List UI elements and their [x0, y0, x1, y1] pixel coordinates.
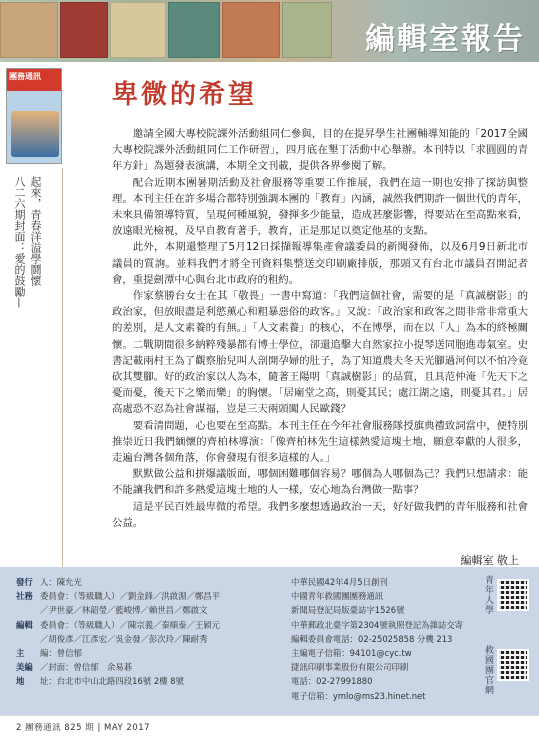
paragraph: 作家蔡勝台女士在其「敬畏」一書中寫道：「我們這個社會，需要的是「真誠樹影」的政治家，但放眼盡是利慾薰心和粗暴惡俗的政客。」又說：「政治家和政客之間非常非常重大的差別，是人文素養的有無。」「人文素養」的核心，不在博學，而在以「人」為本的終極關懷。二戰期間很多納粹殘暴都有博士學位，卻還追擊大自然家拉小提琴送同胞進毒氣室。史書記載兩村王為了觀察胎兒叫人剖開孕婦的肚子，為了知道農夫冬天光腳過河何以不怕冷竟砍其雙腳。好的政治家以人為本，隨著王陽明「真誠樹影」的品質，且具范仲淹「先天下之憂而憂，後天下之樂而樂」的胸懷。「居廟堂之高，則憂其民；處江湖之遠，則憂其君。」居高處恐不忍為社會謀福，豈是三天兩頭闖人民歐錢？ — [112, 290, 528, 416]
cover-thumbnail — [6, 68, 62, 164]
pub-row: 編輯委員會電話：02-25025858 分機 213 — [291, 633, 453, 644]
pub-row: 主編電子信箱：94101@cyc.tw — [291, 648, 412, 659]
staff-label: 地 — [16, 676, 25, 687]
qr-label: 青年人學 — [483, 575, 493, 615]
cover-caption: 八二六期封面：愛的鼓勵— — [13, 176, 26, 308]
cover-brand: 團務通訊 — [9, 72, 41, 81]
staff-label: 編輯 — [16, 619, 33, 630]
qr-code[interactable] — [497, 649, 529, 681]
colophon-staff — [16, 575, 302, 689]
staff-row — [16, 603, 302, 617]
staff-row — [16, 575, 302, 589]
paragraph: 默默做公益和拼爆議版面，哪個困難哪個容易？哪個為人哪個為己？我們只想請求：能不能讓我們和許多熱愛這塊土地的人一樣，安心地為台灣做一點事？ — [112, 468, 528, 497]
pub-row: 中華郵政北臺字第2304號執照登記為雜誌交寄 — [291, 619, 464, 630]
staff-label: 發行 — [16, 577, 33, 587]
paragraph: 這是平民百姓最卑微的希望。我們多麼想透過政治一天，好好做我們的青年服務和社會公益。 — [112, 500, 528, 529]
colophon — [0, 567, 539, 715]
staff-row — [16, 589, 302, 603]
pub-row: 中華民國42年4月5日創刊 — [291, 577, 388, 587]
staff-value: 編：曾信郁 — [40, 648, 82, 659]
staff-row — [16, 618, 302, 632]
magazine-thumb — [282, 2, 332, 58]
cover-caption-2: 起來，青春洋溢學鬪懷 — [29, 176, 42, 286]
magazine-thumb — [0, 2, 58, 58]
staff-label: 主 — [16, 648, 25, 659]
staff-value: ／尹世豪／林韶瑩／藍峻博／賴世昌／鄭啟文 — [40, 605, 208, 616]
qr-label: 救國團官網 — [483, 645, 493, 695]
page-footer-text: 2 團務通訊 825 期 | MAY 2017 — [16, 723, 151, 733]
staff-row — [16, 646, 302, 660]
staff-value: 人：陳允光 — [40, 577, 82, 587]
staff-value: ／胡俊彥／江彥宏／吳金發／彭次玲／陳耐秀 — [40, 633, 208, 644]
pub-row: 新聞局登記局版臺誌字1526號 — [291, 605, 405, 616]
divider — [62, 168, 63, 568]
staff-label: 社務 — [16, 591, 33, 602]
staff-row — [16, 674, 302, 688]
signature: 編輯室 敬上 — [460, 554, 519, 567]
staff-value: 址：台北市中山北路四段16號 2樓 8號 — [40, 676, 184, 687]
pub-row: 電話：02-27991880 — [291, 676, 373, 687]
cover-photo — [11, 111, 59, 157]
colophon-publication — [291, 575, 479, 703]
staff-value: 委員會：（等級職人）／陳宗義／秦順泰／王穎元 — [40, 619, 221, 630]
staff-value: 委員會：（等級職人）／劉金鋒／洪啟淵／鄭昌平 — [40, 591, 221, 602]
article-body — [112, 126, 528, 531]
article-title: 卑微的希望 — [112, 80, 258, 110]
qr-code[interactable] — [497, 579, 529, 611]
magazine-thumb — [60, 2, 108, 58]
pub-row: 中國青年救國團團務通訊 — [291, 591, 384, 602]
paragraph: 此外，本期還整理了5月12日採擷報導集產會議委員的新聞發佈，以及6月9日新北市議員的質詢。並料我們才將全刊資料集整送交印刷廠排版，那頭又有台北市議員召開記者會，重提劍潭中心與台北市政府的租約。 — [112, 241, 528, 286]
staff-label: 美編 — [16, 662, 33, 673]
magazine-thumb — [110, 2, 166, 58]
staff-value: ／封面：曾信郁 余易碁 — [40, 662, 133, 673]
magazine-thumb — [222, 2, 280, 58]
section-title: 編輯室報告 — [365, 22, 525, 57]
staff-row — [16, 660, 302, 674]
paragraph: 邀請全國大專校院課外活動組同仁參與，目的在提昇學生社團輔導知能的「2017全國大專校院課外活動組同仁工作研習」，四月底在墾丁活動中心舉辦。本刊特以「求圓圓的青年方針」為題發表演講，本期全文刊載，提供各界參閱了解。 — [112, 128, 528, 173]
staff-row — [16, 632, 302, 646]
paragraph: 要看清問題，心也要在至高點。本刊主任在今年社會服務隊授旗典禮致詞當中，便特別推崇近日我們緬懷的齊柏林導演：「像齊柏林先生這樣熱愛這塊土地，願意奉獻的人很多，走遍台灣各個角落，你會發現有很多這樣的人。」 — [112, 419, 528, 465]
magazine-thumb — [168, 2, 220, 58]
paragraph: 配合近期本團暑期活動及社會服務等重要工作推展，我們在這一期也安排了探訪與整理。本刊主任在許多場合都特別強調本團的「教育」內涵，誠然我們期許一個世代的青年，未來具備領導特質，呈現何種風貌，發揮多少能量，造成甚麼影響，得要站在至高點來看，放遠眼光檢視，及早自教育著手，教育，正是那足以奠定他基的支點。 — [112, 176, 528, 238]
pub-row: 電子信箱：ymlo@ms23.hinet.net — [291, 690, 426, 701]
header-banner — [0, 0, 539, 62]
pub-row: 捷訊印刷事業股份有限公司印刷 — [291, 662, 409, 673]
